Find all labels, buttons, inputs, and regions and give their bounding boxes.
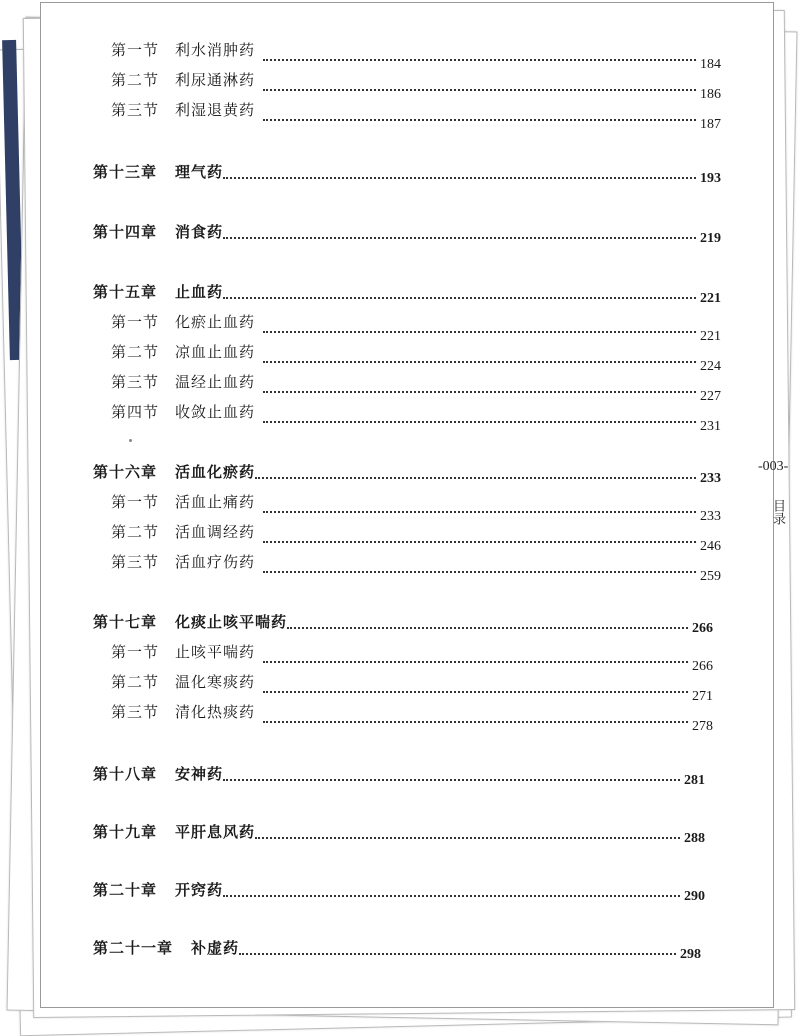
toc-section-row [111, 671, 713, 704]
toc-chapter-row [93, 281, 721, 306]
toc-chapter-row [93, 763, 705, 788]
section-number: 第四节 [111, 403, 160, 421]
chapter-number: 第十八章 [93, 765, 158, 783]
section-title: 温化寒痰药 [175, 673, 256, 691]
toc-section-row [111, 701, 713, 734]
chapter-title: 补虚药 [191, 939, 240, 957]
chapter-number: 第十五章 [93, 283, 158, 301]
section-number: 第二节 [111, 673, 160, 691]
dot-leader [223, 163, 696, 179]
chapter-title: 化痰止咳平喘药 [175, 613, 288, 631]
section-number: 第三节 [111, 703, 160, 721]
chapter-title: 平肝息风药 [175, 823, 256, 841]
section-page-number: 221 [700, 329, 721, 344]
dot-leader [263, 407, 696, 423]
section-page-number: 246 [700, 539, 721, 554]
toc-section-row [111, 521, 721, 554]
dot-leader [223, 223, 696, 239]
dot-leader [255, 463, 696, 479]
toc-chapter-row [93, 461, 721, 486]
chapter-title: 消食药 [175, 223, 224, 241]
chapter-number: 第十九章 [93, 823, 158, 841]
section-title: 活血调经药 [175, 523, 256, 541]
chapter-number: 第十六章 [93, 463, 158, 481]
section-number: 第三节 [111, 373, 160, 391]
chapter-title: 安神药 [175, 765, 224, 783]
dot-leader [263, 347, 696, 363]
side-label: 目录 [770, 499, 785, 525]
dot-leader [255, 823, 680, 839]
chapter-page-number: 266 [692, 621, 713, 636]
chapter-page-number: 290 [684, 889, 705, 904]
chapter-number: 第二十章 [93, 881, 158, 899]
section-page-number: 259 [700, 569, 721, 584]
chapter-page-number: 219 [700, 231, 721, 246]
chapter-title: 理气药 [175, 163, 224, 181]
chapter-page-number: 298 [680, 947, 701, 962]
section-page-number: 278 [692, 719, 713, 734]
chapter-number: 第十三章 [93, 163, 158, 181]
section-number: 第二节 [111, 343, 160, 361]
chapter-page-number: 233 [700, 471, 721, 486]
dot-leader [223, 881, 680, 897]
toc-section-row [111, 491, 721, 524]
section-number: 第一节 [111, 313, 160, 331]
toc-page [40, 2, 789, 1008]
toc-chapter-row [93, 821, 705, 846]
toc-chapter-row [93, 937, 701, 962]
section-title: 清化热痰药 [175, 703, 256, 721]
dot-leader [263, 317, 696, 333]
dot-leader [263, 497, 696, 513]
toc-chapter-row [93, 221, 721, 246]
speck [129, 439, 132, 442]
toc-section-row [111, 311, 721, 344]
chapter-number: 第十四章 [93, 223, 158, 241]
dot-leader [223, 765, 680, 781]
section-title: 活血疗伤药 [175, 553, 256, 571]
section-page-number: 227 [700, 389, 721, 404]
dot-leader [263, 75, 696, 91]
dot-leader [263, 105, 696, 121]
section-title: 利尿通淋药 [175, 71, 256, 89]
section-page-number: 271 [692, 689, 713, 704]
section-number: 第一节 [111, 41, 160, 59]
chapter-number: 第十七章 [93, 613, 158, 631]
section-number: 第二节 [111, 523, 160, 541]
section-page-number: 187 [700, 117, 721, 132]
chapter-title: 止血药 [175, 283, 224, 301]
page-number: -003- [758, 459, 789, 474]
dot-leader [263, 45, 696, 61]
toc-section-row [111, 69, 721, 102]
section-number: 第一节 [111, 643, 160, 661]
chapter-page-number: 288 [684, 831, 705, 846]
section-title: 利湿退黄药 [175, 101, 256, 119]
section-number: 第一节 [111, 493, 160, 511]
dot-leader [263, 527, 696, 543]
section-page-number: 224 [700, 359, 721, 374]
section-page-number: 233 [700, 509, 721, 524]
section-title: 止咳平喘药 [175, 643, 256, 661]
dot-leader [263, 647, 688, 663]
section-title: 化瘀止血药 [175, 313, 256, 331]
toc-section-row [111, 99, 721, 132]
section-title: 活血止痛药 [175, 493, 256, 511]
dot-leader [239, 939, 676, 955]
section-title: 利水消肿药 [175, 41, 256, 59]
dot-leader [263, 557, 696, 573]
section-title: 收敛止血药 [175, 403, 256, 421]
section-number: 第三节 [111, 101, 160, 119]
chapter-page-number: 193 [700, 171, 721, 186]
section-title: 凉血止血药 [175, 343, 256, 361]
chapter-title: 活血化瘀药 [175, 463, 256, 481]
dot-leader [223, 283, 696, 299]
toc-section-row [111, 39, 721, 72]
toc-chapter-row [93, 161, 721, 186]
chapter-number: 第二十一章 [93, 939, 174, 957]
section-page-number: 186 [700, 87, 721, 102]
section-number: 第二节 [111, 71, 160, 89]
toc-chapter-row [93, 611, 713, 636]
toc-section-row [111, 341, 721, 374]
dot-leader [287, 613, 688, 629]
toc-chapter-row [93, 879, 705, 904]
toc-section-row [111, 371, 721, 404]
chapter-title: 开窍药 [175, 881, 224, 899]
section-title: 温经止血药 [175, 373, 256, 391]
section-number: 第三节 [111, 553, 160, 571]
toc-section-row [111, 401, 721, 434]
section-page-number: 184 [700, 57, 721, 72]
section-page-number: 231 [700, 419, 721, 434]
dot-leader [263, 707, 688, 723]
chapter-page-number: 221 [700, 291, 721, 306]
dot-leader [263, 377, 696, 393]
section-page-number: 266 [692, 659, 713, 674]
toc-section-row [111, 641, 713, 674]
dot-leader [263, 677, 688, 693]
chapter-page-number: 281 [684, 773, 705, 788]
toc-section-row [111, 551, 721, 584]
